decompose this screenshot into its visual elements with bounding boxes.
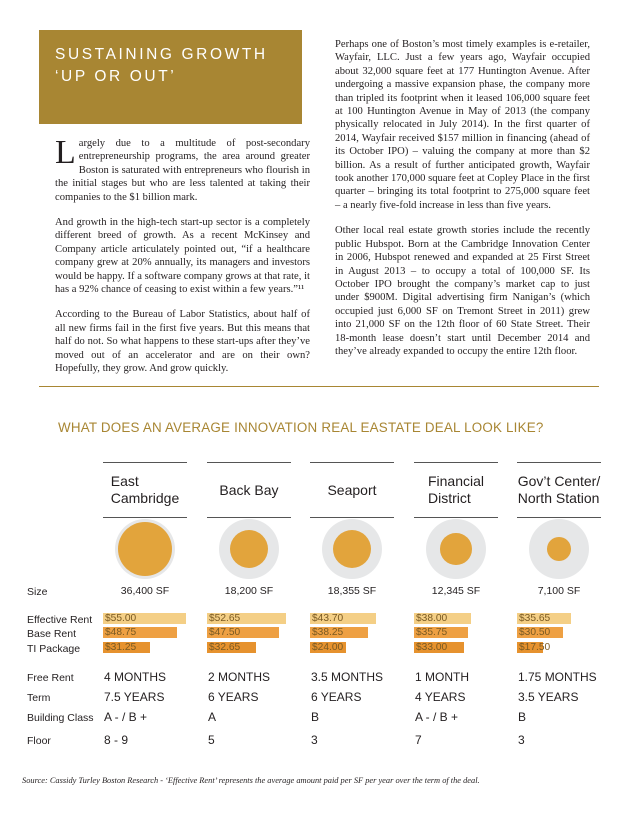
building-class-value: A - / B +	[415, 710, 459, 724]
left-paragraph-3: According to the Bureau of Labor Statistics, about half of all new firms fail in the first five years. But this means that half do not. So what happens to these start-ups after they’ve moved out of an accelerator and are on their own? Hopefully, they grow. And grow quickly.	[55, 309, 310, 375]
ti-package-bar	[517, 642, 551, 653]
row-label-effective-rent: Effective Rent	[27, 614, 93, 626]
size-circle	[230, 530, 268, 568]
district-name	[207, 463, 291, 517]
ti-package-bar	[207, 642, 256, 653]
source-note: Source: Cassidy Turley Boston Research - ‘Effective Rent’ represents the average amount paid per SF per year over the term of the deal.	[22, 776, 480, 785]
district-name-line1: Financial	[427, 473, 485, 489]
row-label-base-rent: Base Rent	[27, 628, 77, 640]
ti-package-bar	[310, 642, 346, 653]
building-class-value: B	[518, 710, 527, 724]
free-rent-value: 2 MONTHS	[208, 670, 271, 684]
ti-package-bar-label: $31.25	[105, 642, 137, 653]
district-header	[207, 462, 291, 518]
district-header	[517, 462, 601, 518]
effective-rent-bar	[207, 613, 286, 624]
district-header	[310, 462, 394, 518]
effective-rent-bar-label: $55.00	[105, 613, 137, 624]
effective-rent-bar	[414, 613, 471, 624]
base-rent-bar	[103, 627, 177, 638]
base-rent-bar	[414, 627, 468, 638]
right-column	[335, 38, 590, 370]
base-rent-bar-label: $47.50	[209, 627, 241, 638]
drop-cap: L	[55, 134, 76, 171]
district-header	[414, 462, 498, 518]
floor-value: 3	[311, 733, 318, 747]
row-label-term: Term	[27, 692, 51, 704]
ti-package-bar-label: $17.50	[519, 642, 551, 653]
effective-rent-bar-label: $38.00	[416, 613, 448, 624]
district-name-line2: North Station	[517, 490, 600, 506]
floor-value: 8 - 9	[104, 733, 129, 747]
district-name-line1: Back Bay	[219, 481, 279, 498]
floor-value: 5	[208, 733, 215, 747]
ti-package-bar-label: $32.65	[209, 642, 241, 653]
floor-value: 7	[415, 733, 422, 747]
ti-package-bar	[414, 642, 464, 653]
left-paragraph-1: Largely due to a multitude of post-secondary entrepreneurship programs, the area around greater Boston is saturated with entrepreneurs who flourish in the initial stages but who are less talented at taking their companies to the $1 billion mark.	[55, 134, 310, 203]
section-title	[55, 44, 295, 88]
term-value: 7.5 YEARS	[104, 690, 165, 704]
base-rent-bar	[310, 627, 368, 638]
left-paragraph-2: And growth in the high-tech start-up sector is a completely different breed of growth. As a recent McKinsey and Company article articulately pointed out, “if a healthcare company grew at 20% annually, its managers and investors would be happy. If a software company grows at that rate, it has a 92% chance of ceasing to exist within a few years.”¹¹	[55, 217, 310, 296]
infographic-heading: WHAT DOES AN AVERAGE INNOVATION REAL EASTATE DEAL LOOK LIKE?	[58, 420, 544, 435]
section-title-line2: ‘UP OR OUT’	[55, 68, 177, 85]
row-label-size: Size	[27, 586, 48, 598]
section-title-line1: SUSTAINING GROWTH	[55, 46, 268, 63]
building-class-value: A	[208, 710, 217, 724]
effective-rent-bar	[310, 613, 376, 624]
size-value: 18,200 SF	[224, 585, 274, 597]
ti-package-bar-label: $33.00	[416, 642, 448, 653]
term-value: 6 YEARS	[208, 690, 259, 704]
district-name	[103, 463, 187, 517]
free-rent-value: 3.5 MONTHS	[311, 670, 384, 684]
base-rent-bar-label: $30.50	[519, 627, 551, 638]
free-rent-value: 1 MONTH	[415, 670, 469, 684]
size-circle	[118, 522, 172, 576]
district-name-line2: Cambridge	[110, 490, 180, 506]
building-class-value: A - / B +	[104, 710, 148, 724]
size-circle	[440, 533, 471, 564]
row-label-floor: Floor	[27, 735, 51, 747]
term-value: 6 YEARS	[311, 690, 362, 704]
size-circle	[547, 537, 571, 561]
section-divider	[39, 386, 599, 387]
district-name	[310, 463, 394, 517]
free-rent-value: 1.75 MONTHS	[518, 670, 597, 684]
term-value: 4 YEARS	[415, 690, 466, 704]
effective-rent-bar	[517, 613, 571, 624]
effective-rent-bar-label: $35.65	[519, 613, 551, 624]
effective-rent-bar	[103, 613, 186, 624]
base-rent-bar-label: $38.25	[312, 627, 344, 638]
size-value: 36,400 SF	[120, 585, 170, 597]
district-header	[103, 462, 187, 518]
effective-rent-bar-label: $52.65	[209, 613, 241, 624]
size-value: 18,355 SF	[327, 585, 377, 597]
base-rent-bar-label: $35.75	[416, 627, 448, 638]
size-value: 7,100 SF	[537, 585, 581, 597]
effective-rent-bar-label: $43.70	[312, 613, 344, 624]
right-paragraph-1: Perhaps one of Boston’s most timely examples is e-retailer, Wayfair, LLC. Just a few years ago, Wayfair occupied about 32,000 square feet at 177 Huntington Avenue. After undergoing a massive expansion phase, the company more than tripled its footprint when it leased 106,000 square feet at 100 Huntington Avenue in May of 2013 (the company physically relocated in July 2014). In the first quarter of 2014, Wayfair received $157 million in financing (ahead of its October IPO) – valuing the company at more than $2 billion. As a result of further anticipated growth, Wayfair took another 170,000 square feet at Copley Place in the first quarter – bringing its total footprint to 275,000 square feet – a nearly five-fold increase in less than five years.	[335, 39, 590, 211]
base-rent-bar-label: $48.75	[105, 627, 137, 638]
district-name-line1: East	[110, 473, 139, 489]
building-class-value: B	[311, 710, 320, 724]
district-name-line1: Gov’t Center/	[517, 473, 601, 489]
base-rent-bar	[517, 627, 563, 638]
district-name-line2: District	[427, 490, 471, 506]
size-circle	[333, 530, 371, 568]
district-name	[517, 463, 601, 517]
row-label-ti-package: TI Package	[27, 643, 81, 655]
row-label-building-class: Building Class	[27, 712, 94, 724]
floor-value: 3	[518, 733, 525, 747]
district-name-line1: Seaport	[327, 481, 377, 498]
right-paragraph-2: Other local real estate growth stories include the recently public Hubspot. Born at the Cambridge Innovation Center in 2006, Hubspot renewed and expanded at 25 First Street in August 2013 – to occupy a total of 100,000 SF. Its October IPO brought the company’s market cap to just under $900M. Digital advertising firm Nanigan’s (which occupied just 6,000 SF on Tremont Street in 2011) grew into 21,000 SF on the 12th floor of 60 State Street. Their 18-month lease doesn’t start until December 2014 and they’ve already expanded to occupy the entire 12th floor.	[335, 225, 590, 357]
ti-package-bar	[103, 642, 150, 653]
free-rent-value: 4 MONTHS	[104, 670, 167, 684]
term-value: 3.5 YEARS	[518, 690, 579, 704]
size-value: 12,345 SF	[431, 585, 481, 597]
row-label-free-rent: Free Rent	[27, 672, 74, 684]
base-rent-bar	[207, 627, 279, 638]
district-name	[414, 463, 498, 517]
ti-package-bar-label: $24.00	[312, 642, 344, 653]
left-column	[55, 134, 310, 388]
